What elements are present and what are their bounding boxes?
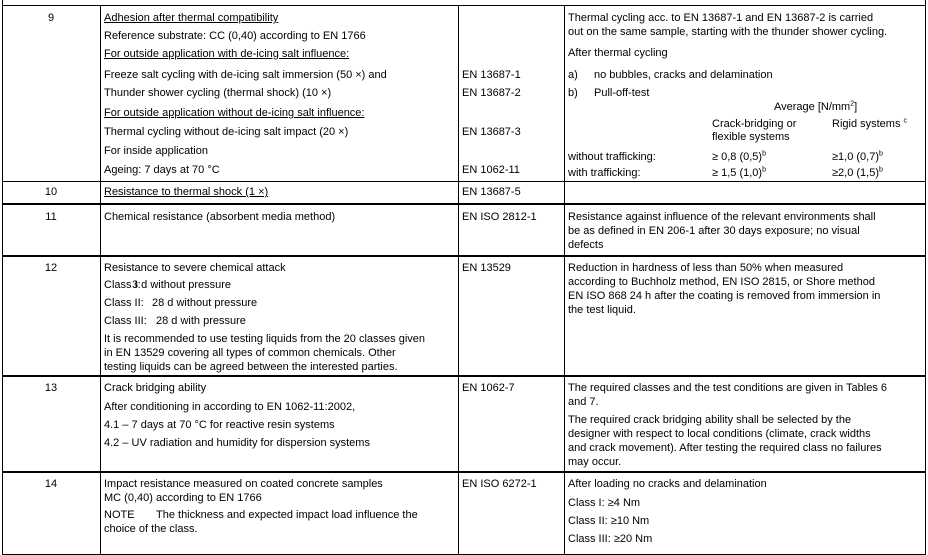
result-text: designer with respect to local conditions (climate, crack widths bbox=[568, 428, 871, 440]
requirement-text: Thunder shower cycling (thermal shock) (10 ×) bbox=[104, 87, 332, 99]
class-value: Class III: ≥20 Nm bbox=[568, 533, 653, 545]
column-heading: flexible systems bbox=[712, 131, 790, 143]
note-text: The thickness and expected impact load influence the bbox=[156, 509, 418, 521]
table-row-14 bbox=[2, 471, 926, 555]
table-row-9 bbox=[2, 5, 926, 181]
class-value: Class II: ≥10 Nm bbox=[568, 515, 650, 527]
result-text: according to Buchholz method, EN ISO 2815, or Shore method bbox=[568, 276, 875, 288]
list-text: Pull-off-test bbox=[594, 87, 650, 99]
result-text: After loading no cracks and delamination bbox=[568, 478, 767, 490]
row-number: 11 bbox=[45, 211, 57, 223]
result-text: Reduction in hardness of less than 50% when measured bbox=[568, 262, 844, 274]
result-text: out on the same sample, starting with the thunder shower cycling. bbox=[568, 26, 888, 38]
list-key: a) bbox=[568, 69, 578, 81]
requirement-title: Impact resistance measured on coated concrete samples bbox=[104, 478, 383, 490]
requirement-text: 4.2 – UV radiation and humidity for dispersion systems bbox=[104, 437, 370, 449]
class-value: 28 d without pressure bbox=[152, 297, 258, 309]
result-text: After thermal cycling bbox=[568, 47, 668, 59]
column-heading: Crack-bridging or bbox=[712, 118, 797, 130]
row-label: without trafficking: bbox=[568, 151, 656, 163]
requirement-text: MC (0,40) according to EN 1766 bbox=[104, 492, 262, 504]
class-value: 3 d without pressure bbox=[132, 279, 232, 291]
column-heading: Rigid systems $^c$ bbox=[832, 117, 908, 130]
result-text: The required classes and the test conditions are given in Tables 6 bbox=[568, 382, 887, 394]
result-text: may occur. bbox=[568, 456, 622, 468]
note-key: NOTE bbox=[104, 509, 135, 521]
table-row-12 bbox=[2, 255, 926, 375]
row-number: 13 bbox=[44, 382, 58, 394]
row-number: 12 bbox=[44, 262, 58, 274]
requirement-title: Crack bridging ability bbox=[104, 382, 207, 394]
list-text: no bubbles, cracks and delamination bbox=[594, 69, 773, 81]
requirement-text: Reference substrate: CC (0,40) according to EN 1766 bbox=[104, 30, 366, 42]
requirement-text: After conditioning in according to EN 1062-11:2002, bbox=[104, 401, 356, 413]
result-text: and crack movement). After testing the required class no failures bbox=[568, 442, 882, 454]
result-text: be as defined in EN 206-1 after 30 days exposure; no visual bbox=[568, 225, 860, 237]
standard-ref: EN 13687-2 bbox=[462, 87, 521, 99]
class-label: Class I: bbox=[104, 279, 141, 291]
value: ≥ 1,5 $(1,0)^b$ bbox=[712, 166, 766, 179]
requirement-title: Resistance to severe chemical attack bbox=[104, 262, 286, 274]
result-text: defects bbox=[568, 239, 604, 251]
standard-ref: EN 13687-5 bbox=[462, 186, 521, 198]
requirement-subheading: For outside application without de-icing salt influence: bbox=[104, 107, 365, 119]
row-number: 14 bbox=[44, 478, 58, 490]
row-label: with trafficking: bbox=[568, 167, 641, 179]
requirement-title: Chemical resistance (absorbent media method) bbox=[104, 211, 336, 223]
standard-ref: EN ISO 6272-1 bbox=[462, 478, 537, 490]
result-text: Thermal cycling acc. to EN 13687-1 and EN 13687-2 is carried bbox=[568, 12, 874, 24]
result-text: and 7. bbox=[568, 396, 599, 408]
requirement-title: Adhesion after thermal compatibility bbox=[104, 12, 279, 24]
note-text: choice of the class. bbox=[104, 523, 198, 535]
class-value: 28 d with pressure bbox=[156, 315, 246, 327]
standard-ref: EN 13687-3 bbox=[462, 126, 521, 138]
value: ≥2,0 $(1,5)^b$ bbox=[832, 166, 883, 179]
row-number: 10 bbox=[44, 186, 58, 198]
standard-ref: EN 13529 bbox=[462, 262, 511, 274]
result-text: The required crack bridging ability shall be selected by the bbox=[568, 414, 852, 426]
requirement-text: 4.1 – 7 days at 70 °C for reactive resin systems bbox=[104, 419, 335, 431]
standard-ref: EN 1062-11 bbox=[462, 164, 520, 176]
table-row-13 bbox=[2, 375, 926, 471]
list-key: b) bbox=[568, 87, 578, 99]
standard-ref: EN 13687-1 bbox=[462, 69, 521, 81]
standard-ref: EN 1062-7 bbox=[462, 382, 515, 394]
value: ≥1,0 $(0,7)^b$ bbox=[832, 150, 883, 163]
requirement-subheading: For outside application with de-icing salt influence: bbox=[104, 48, 350, 60]
requirement-text: Freeze salt cycling with de-icing salt immersion (50 ×) and bbox=[104, 69, 387, 81]
table-row-11 bbox=[2, 203, 926, 255]
requirement-text: For inside application bbox=[104, 145, 208, 157]
requirement-note: in EN 13529 covering all types of common chemicals. Other bbox=[104, 347, 396, 359]
result-text: the test liquid. bbox=[568, 304, 636, 316]
requirement-text: Thermal cycling without de-icing salt impact (20 ×) bbox=[104, 126, 349, 138]
value: ≥ 0,8 $(0,5)^b$ bbox=[712, 150, 766, 163]
result-text: EN ISO 868 24 h after the coating is removed from immersion in bbox=[568, 290, 881, 302]
row-number: 9 bbox=[47, 12, 55, 24]
standard-ref: EN ISO 2812-1 bbox=[462, 211, 537, 223]
average-unit-heading: Average $[N/mm^2]$ bbox=[774, 100, 858, 113]
class-label: Class III: bbox=[104, 315, 147, 327]
requirement-note: testing liquids can be agreed between the interested parties. bbox=[104, 361, 398, 373]
result-text: Resistance against influence of the relevant environments shall bbox=[568, 211, 876, 223]
table-row-10 bbox=[2, 181, 926, 203]
class-value: Class I: ≥4 Nm bbox=[568, 497, 641, 509]
class-label: Class II: bbox=[104, 297, 144, 309]
requirement-text: Ageing: 7 days at 70 °C bbox=[104, 164, 220, 176]
requirement-note: It is recommended to use testing liquids from the 20 classes given bbox=[104, 333, 425, 345]
requirement-title: Resistance to thermal shock (1 ×) bbox=[104, 186, 269, 198]
